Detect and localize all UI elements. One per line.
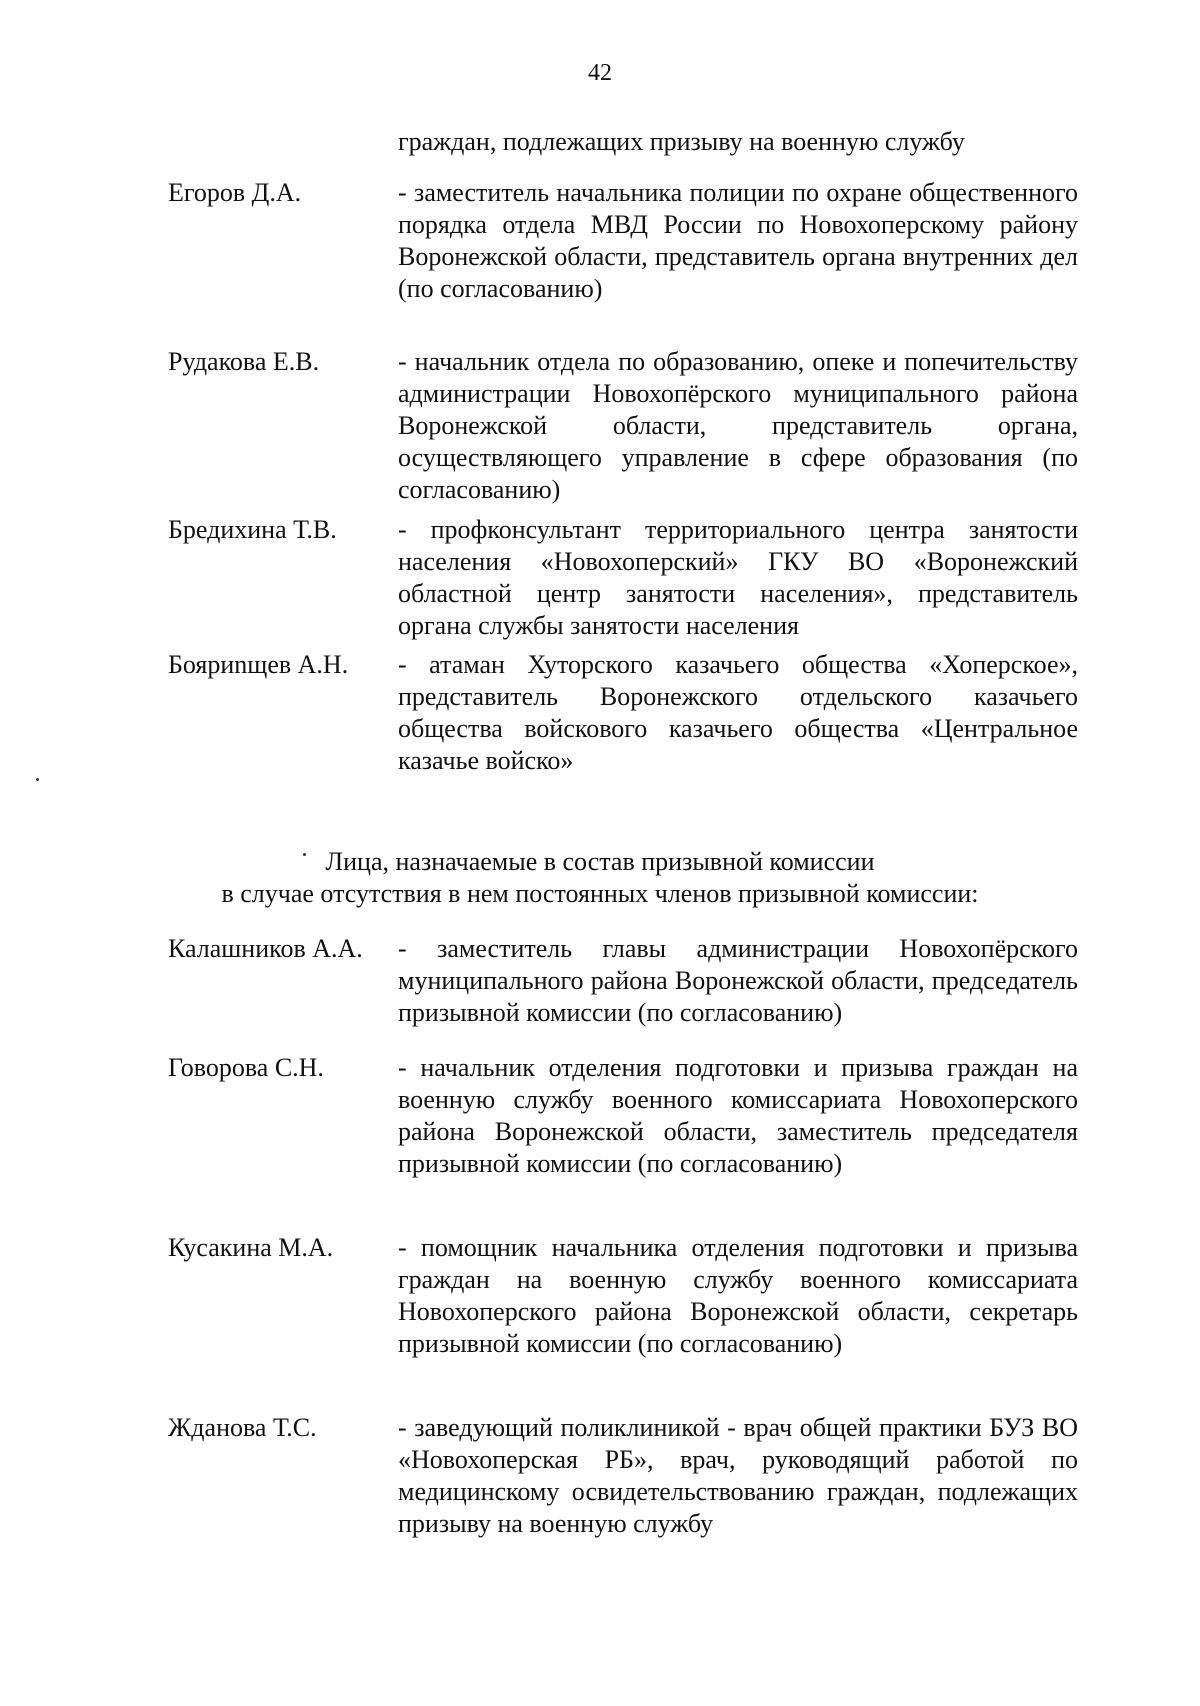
- member-description: - профконсультант территориального центра занятости населения «Новохоперский» ГКУ ВО «Воронежский областной центр занятости населения», представитель органа службы занятости населения: [398, 515, 1078, 640]
- continuation-text: граждан, подлежащих призыву на военную службу: [398, 127, 965, 156]
- member-description: - атаман Хуторского казачьего общества «Хоперское», представитель Воронежского отдельского казачьего общества войскового казачьего общества «Центральное казачье войско»: [398, 650, 1078, 775]
- member-description: - заведующий поликлиникой - врач общей практики БУЗ ВО «Новохоперская РБ», врач, руководящий работой по медицинскому освидетельствованию граждан, подлежащих призыву на военную службу: [398, 1413, 1078, 1538]
- section-heading: [0, 846, 1200, 910]
- scan-speck: [36, 778, 39, 781]
- member-description: - заместитель главы администрации Новохопёрского муниципального района Воронежской области, председатель призывной комиссии (по согласованию): [398, 934, 1078, 1027]
- member-description: - помощник начальника отделения подготовки и призыва граждан на военную службу военного комиссариата Новохоперского района Воронежской области, секретарь призывной комиссии (по согласованию): [398, 1233, 1078, 1358]
- member-name: Жданова Т.С.: [168, 1413, 317, 1442]
- member-description: - начальник отдела по образованию, опеке и попечительству администрации Новохопёрского муниципального района Воронежской области, представитель органа, осуществляющего управление в сфере образования (по согласованию): [398, 347, 1078, 504]
- member-description: - начальник отделения подготовки и призыва граждан на военную службу военного комиссариата Новохоперского района Воронежской области, заместитель председателя призывной комиссии (по согласованию): [398, 1053, 1078, 1178]
- member-name: Говорова С.Н.: [168, 1053, 324, 1082]
- section-heading-line: Лица, назначаемые в состав призывной комиссии: [325, 847, 875, 876]
- member-name: Рудакова Е.В.: [168, 347, 320, 376]
- member-name: Бредихина Т.В.: [168, 515, 337, 544]
- member-name: Егоров Д.А.: [168, 178, 302, 207]
- member-name: Кусакина М.А.: [168, 1233, 334, 1262]
- section-heading-line: в случае отсутствия в нем постоянных членов призывной комиссии:: [221, 879, 979, 908]
- page-number: 42: [588, 60, 612, 86]
- member-name: Бояриnщев А.Н.: [168, 650, 349, 679]
- member-name: Калашников А.А.: [168, 934, 363, 963]
- member-description: - заместитель начальника полиции по охране общественного порядка отдела МВД России по Новохоперскому району Воронежской области, представитель органа внутренних дел (по согласованию): [398, 178, 1078, 303]
